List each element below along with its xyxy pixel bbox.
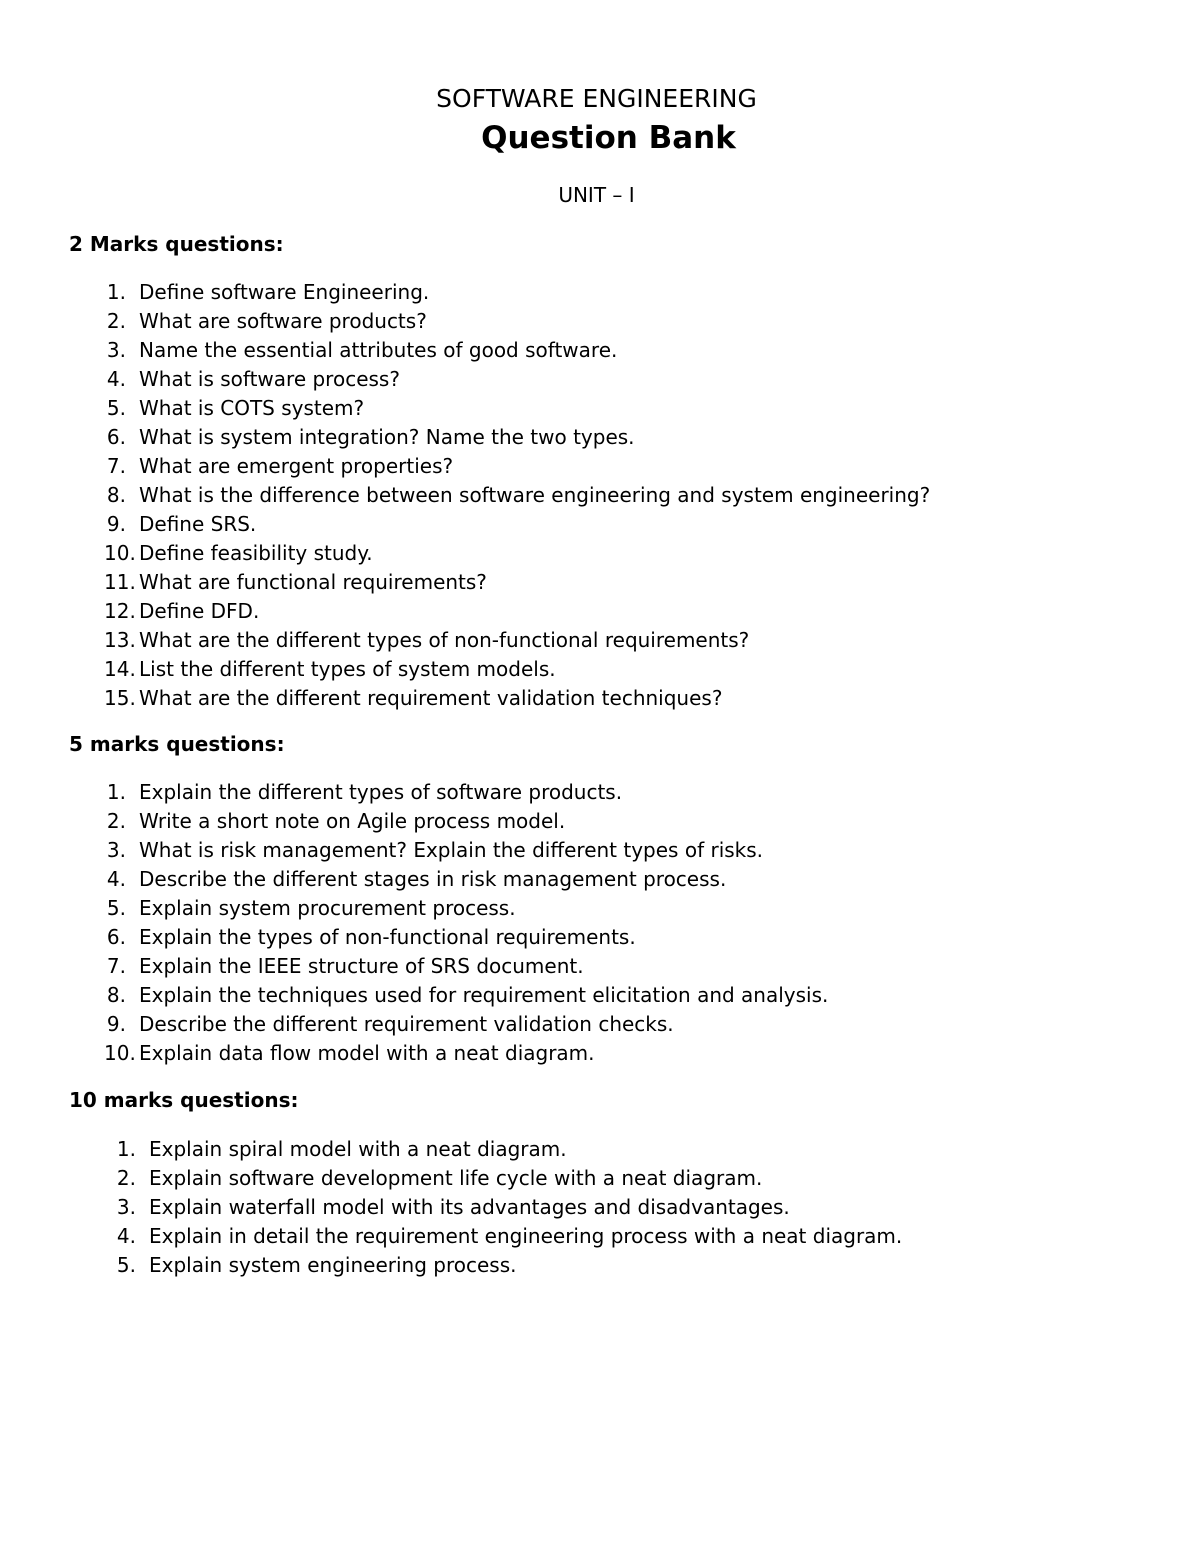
question-number: 1. bbox=[116, 1137, 136, 1161]
question-number: 5. bbox=[116, 1253, 136, 1277]
question-item bbox=[0, 626, 1200, 655]
question-number: 2. bbox=[106, 309, 126, 333]
question-text: Define feasibility study. bbox=[139, 541, 373, 565]
question-text: Explain the IEEE structure of SRS document. bbox=[139, 954, 584, 978]
question-item bbox=[0, 952, 1200, 981]
question-item bbox=[0, 1010, 1200, 1039]
question-text: Describe the different stages in risk management process. bbox=[139, 867, 727, 891]
question-number: 2. bbox=[116, 1166, 136, 1190]
question-item bbox=[0, 1222, 1200, 1251]
question-text: Explain spiral model with a neat diagram. bbox=[149, 1137, 567, 1161]
question-text: Define DFD. bbox=[139, 599, 260, 623]
question-item bbox=[0, 807, 1200, 836]
question-number: 10. bbox=[104, 1041, 136, 1065]
question-number: 5. bbox=[106, 396, 126, 420]
question-text: Explain the types of non-functional requirements. bbox=[139, 925, 636, 949]
question-number: 4. bbox=[106, 367, 126, 391]
question-item bbox=[0, 568, 1200, 597]
question-text: What are the different types of non-functional requirements? bbox=[139, 628, 750, 652]
question-item bbox=[0, 655, 1200, 684]
question-item bbox=[0, 510, 1200, 539]
question-list-5-marks bbox=[0, 778, 1200, 1068]
question-number: 9. bbox=[106, 512, 126, 536]
question-number: 3. bbox=[106, 838, 126, 862]
question-item bbox=[0, 836, 1200, 865]
question-text: Define SRS. bbox=[139, 512, 257, 536]
question-text: Explain data flow model with a neat diagram. bbox=[139, 1041, 595, 1065]
question-text: What are functional requirements? bbox=[139, 570, 487, 594]
question-item bbox=[0, 1164, 1200, 1193]
question-item bbox=[0, 1251, 1200, 1280]
question-number: 6. bbox=[106, 425, 126, 449]
question-number: 7. bbox=[106, 454, 126, 478]
question-item bbox=[0, 1135, 1200, 1164]
question-number: 7. bbox=[106, 954, 126, 978]
question-number: 9. bbox=[106, 1012, 126, 1036]
question-item bbox=[0, 981, 1200, 1010]
question-item bbox=[0, 278, 1200, 307]
question-list-10-marks bbox=[0, 1135, 1200, 1280]
question-number: 8. bbox=[106, 483, 126, 507]
question-text: Explain waterfall model with its advantages and disadvantages. bbox=[149, 1195, 790, 1219]
question-item bbox=[0, 894, 1200, 923]
question-text: What is COTS system? bbox=[139, 396, 365, 420]
document-title: SOFTWARE ENGINEERING bbox=[436, 84, 757, 113]
question-item bbox=[0, 684, 1200, 713]
question-item bbox=[0, 1193, 1200, 1222]
question-number: 6. bbox=[106, 925, 126, 949]
question-item bbox=[0, 394, 1200, 423]
question-number: 13. bbox=[104, 628, 136, 652]
question-item bbox=[0, 452, 1200, 481]
question-text: Name the essential attributes of good software. bbox=[139, 338, 618, 362]
question-number: 11. bbox=[104, 570, 136, 594]
question-number: 1. bbox=[106, 780, 126, 804]
section-heading-10-marks: 10 marks questions: bbox=[69, 1088, 299, 1112]
question-text: Explain system procurement process. bbox=[139, 896, 516, 920]
question-text: What are the different requirement validation techniques? bbox=[139, 686, 723, 710]
question-number: 10. bbox=[104, 541, 136, 565]
question-number: 8. bbox=[106, 983, 126, 1007]
unit-label: UNIT – I bbox=[558, 183, 635, 207]
question-item bbox=[0, 307, 1200, 336]
question-item bbox=[0, 336, 1200, 365]
question-number: 15. bbox=[104, 686, 136, 710]
question-number: 4. bbox=[116, 1224, 136, 1248]
question-item bbox=[0, 865, 1200, 894]
question-text: What are software products? bbox=[139, 309, 427, 333]
question-text: What are emergent properties? bbox=[139, 454, 454, 478]
question-text: Write a short note on Agile process model. bbox=[139, 809, 566, 833]
question-number: 1. bbox=[106, 280, 126, 304]
question-text: Define software Engineering. bbox=[139, 280, 430, 304]
question-text: List the different types of system models. bbox=[139, 657, 556, 681]
question-item bbox=[0, 539, 1200, 568]
question-item bbox=[0, 778, 1200, 807]
question-number: 5. bbox=[106, 896, 126, 920]
question-text: Explain software development life cycle with a neat diagram. bbox=[149, 1166, 763, 1190]
question-number: 4. bbox=[106, 867, 126, 891]
question-text: Explain system engineering process. bbox=[149, 1253, 517, 1277]
section-heading-2-marks: 2 Marks questions: bbox=[69, 232, 284, 256]
question-text: What is risk management? Explain the different types of risks. bbox=[139, 838, 764, 862]
question-text: Explain the different types of software products. bbox=[139, 780, 623, 804]
question-text: Explain in detail the requirement engineering process with a neat diagram. bbox=[149, 1224, 903, 1248]
question-number: 12. bbox=[104, 599, 136, 623]
question-item bbox=[0, 423, 1200, 452]
question-item bbox=[0, 923, 1200, 952]
section-heading-5-marks: 5 marks questions: bbox=[69, 732, 285, 756]
question-list-2-marks bbox=[0, 278, 1200, 713]
question-item bbox=[0, 365, 1200, 394]
question-number: 3. bbox=[106, 338, 126, 362]
question-text: What is system integration? Name the two types. bbox=[139, 425, 635, 449]
question-number: 2. bbox=[106, 809, 126, 833]
question-text: What is software process? bbox=[139, 367, 400, 391]
question-text: What is the difference between software engineering and system engineering? bbox=[139, 483, 931, 507]
question-number: 14. bbox=[104, 657, 136, 681]
question-number: 3. bbox=[116, 1195, 136, 1219]
question-item bbox=[0, 481, 1200, 510]
question-text: Describe the different requirement validation checks. bbox=[139, 1012, 674, 1036]
question-item bbox=[0, 597, 1200, 626]
question-text: Explain the techniques used for requirement elicitation and analysis. bbox=[139, 983, 829, 1007]
question-item bbox=[0, 1039, 1200, 1068]
document-subtitle: Question Bank bbox=[481, 120, 736, 156]
